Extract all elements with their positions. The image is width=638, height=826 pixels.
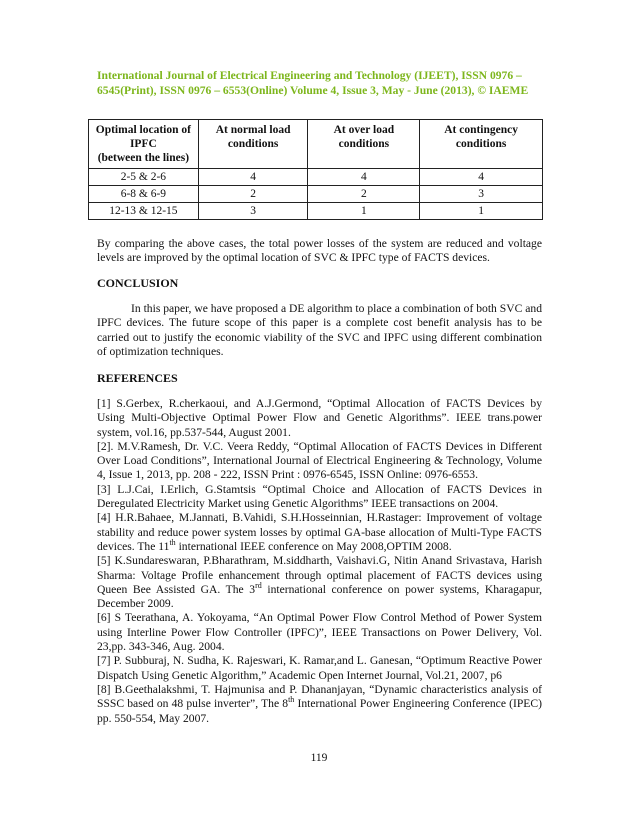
table-row <box>89 169 543 186</box>
table-cell: 2 <box>308 186 420 203</box>
table-cell: 3 <box>198 203 308 220</box>
column-header-location <box>89 120 199 169</box>
reference-list <box>97 397 542 726</box>
reference-superscript: rd <box>255 581 262 590</box>
column-header-contingency <box>420 120 543 169</box>
conclusion-heading: CONCLUSION <box>97 276 179 290</box>
references-heading: REFERENCES <box>97 371 178 385</box>
table-cell: 4 <box>198 169 308 186</box>
column-header-line: At contingency <box>444 124 519 136</box>
table-cell: 1 <box>420 203 543 220</box>
journal-header-line-2: 6545(Print), ISSN 0976 – 6553(Online) Volume 4, Issue 3, May - June (2013), © IAEME <box>97 84 529 97</box>
table-cell: 6-8 & 6-9 <box>89 186 199 203</box>
table-cell: 2-5 & 2-6 <box>89 169 199 186</box>
reference-text: [4] H.R.Bahaee, M.Jannati, B.Vahidi, S.H.Hosseinnian, H.Rastager: Improvement of voltage stability and reduce power system losses by optimal GA-base allocation of Multi-Type FACTS devices. The 11 <box>97 511 542 553</box>
page-number: 119 <box>310 752 328 764</box>
reference-item: [7] P. Subburaj, N. Sudha, K. Rajeswari, K. Ramar,and L. Ganesan, “Optimum Reactive Power Dispatch Using Genetic Algorithm,” Academic Open Internet Journal, Vol.21, 2007, p6 <box>97 654 542 682</box>
reference-text: international IEEE conference on May 2008,OPTIM 2008. <box>175 539 452 553</box>
table-cell: 2 <box>198 186 308 203</box>
reference-item <box>97 511 542 554</box>
reference-item: [6] S Teerathana, A. Yokoyama, “An Optimal Power Flow Control Method of Power System using Interline Power Flow Controller (IPFC)”, IEEE Transactions on Power Delivery, Vol. 23,pp. 343-346, Aug. 2004. <box>97 611 542 654</box>
reference-text: international conference on power systems, Kharagapur, December 2009. <box>97 582 542 611</box>
reference-text: [5] K.Sundareswaran, P.Bharathram, M.siddharth, Vaishavi.G, Nitin Anand Srivastava, Harish Sharma: Voltage Profile enhancement through optimal placement of FACTS devices using Queen Bee Assisted GA. The 3 <box>97 554 542 596</box>
reference-item <box>97 683 542 726</box>
reference-item: [3] L.J.Cai, I.Erlich, G.Stamtsis “Optimal Choice and Allocation of FACTS Devices in Deregulated Electricity Market using Genetic Algorithms” IEEE transactions on 2004. <box>97 482 542 511</box>
table-cell: 3 <box>420 186 543 203</box>
journal-header <box>97 68 557 98</box>
column-header-over-load <box>308 120 420 169</box>
ipfc-location-table <box>88 119 543 220</box>
column-header-line: (between the lines) <box>97 152 190 164</box>
reference-item: [2]. M.V.Ramesh, Dr. V.C. Veera Reddy, “Optimal Allocation of FACTS Devices in Different Over Load Conditions”, International Journal of Electrical Engineering & Technology, Volume 4, Issue 1, 2013, pp. 208 - 222, ISSN Print : 0976-6545, ISSN Online: 0976-6553. <box>97 439 542 482</box>
column-header-line: Optimal location of <box>95 124 191 136</box>
conclusion-paragraph: In this paper, we have proposed a DE algorithm to place a combination of both SVC and IPFC devices. The future scope of this paper is a complete cost benefit analysis has to be carried out to justify the economic viability of the SVC and IPFC using different combination of optimization techniques. <box>97 302 542 358</box>
column-header-line: conditions <box>455 138 507 150</box>
column-header-line: conditions <box>227 138 279 150</box>
table-cell: 4 <box>420 169 543 186</box>
reference-superscript: th <box>169 538 176 548</box>
comparison-paragraph: By comparing the above cases, the total power losses of the system are reduced and voltage levels are improved by the optimal location of SVC & IPFC type of FACTS devices. <box>97 237 542 265</box>
table-row <box>89 203 543 220</box>
reference-item <box>97 554 542 611</box>
journal-header-line-1: International Journal of Electrical Engineering and Technology (IJEET), ISSN 0976 – <box>97 69 522 82</box>
column-header-line: conditions <box>338 138 390 150</box>
column-header-normal-load <box>198 120 308 169</box>
table-row <box>89 186 543 203</box>
table-header-row <box>89 120 543 169</box>
column-header-line: At over load <box>333 124 395 136</box>
table-cell: 4 <box>308 169 420 186</box>
reference-item: [1] S.Gerbex, R.cherkaoui, and A.J.Germond, “Optimal Allocation of FACTS Devices by Using Multi-Objective Optimal Power Flow and Genetic Algorithms”. IEEE trans.power system, vol.16, pp.537-544, August 2001. <box>97 397 542 439</box>
reference-text: [8] B.Geethalakshmi, T. Hajmunisa and P. Dhananjayan, “Dynamic characteristics analysis of SSSC based on 48 pulse inverter”, The 8 <box>97 682 542 711</box>
column-header-line: At normal load <box>215 124 291 136</box>
column-header-line: IPFC <box>129 138 157 150</box>
table-cell: 1 <box>308 203 420 220</box>
reference-text: International Power Engineering Conference (IPEC) pp. 550-554, May 2007. <box>97 697 542 725</box>
reference-superscript: th <box>288 695 295 705</box>
table-cell: 12-13 & 12-15 <box>89 203 199 220</box>
